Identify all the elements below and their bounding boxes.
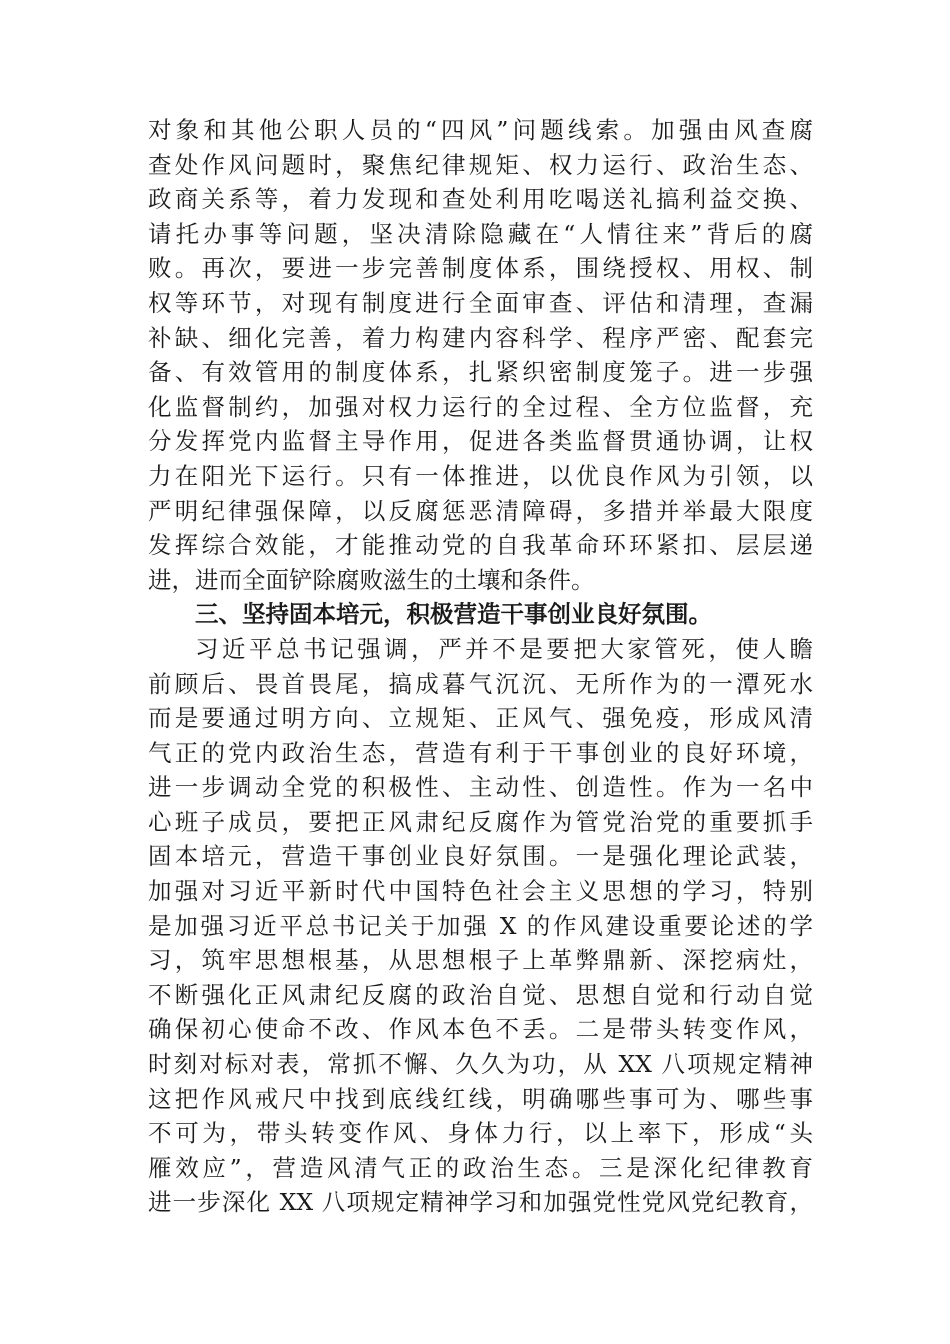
paragraph-line: 前顾后、畏首畏尾，搞成暮气沉沉、无所作为的一潭死水 — [148, 669, 813, 698]
paragraph-line: 习，筑牢思想根基，从思想根子上革弊鼎新、深挖病灶， — [148, 946, 813, 975]
paragraph-line: 确保初心使命不改、作风本色不丢。二是带头转变作风， — [148, 1015, 813, 1044]
paragraph-line: 习近平总书记强调，严并不是要把大家管死，使人瞻 — [195, 634, 813, 663]
paragraph-line: 这把作风戒尺中找到底线红线，明确哪些事可为、哪些事 — [148, 1084, 813, 1113]
paragraph-line: 请托办事等问题，坚决清除隐藏在“人情往来”背后的腐 — [148, 219, 813, 248]
paragraph-line: 政商关系等，着力发现和查处利用吃喝送礼搞利益交换、 — [148, 185, 813, 214]
paragraph-line: 败。再次，要进一步完善制度体系，围绕授权、用权、制 — [148, 254, 813, 283]
paragraph-line: 雁效应”，营造风清气正的政治生态。三是深化纪律教育 — [148, 1153, 813, 1182]
paragraph-line: 对象和其他公职人员的“四风”问题线索。加强由风查腐 — [148, 116, 813, 144]
paragraph-line: 而是要通过明方向、立规矩、正风气、强免疫，形成风清 — [148, 704, 813, 733]
paragraph-line: 时刻对标对表，常抓不懈、久久为功，从 XX 八项规定精神 — [148, 1050, 813, 1079]
document-body — [148, 113, 813, 1220]
paragraph-line: 发挥综合效能，才能推动党的自我革命环环紧扣、层层递 — [148, 531, 813, 560]
paragraph-line: 查处作风问题时，聚焦纪律规矩、权力运行、政治生态、 — [148, 150, 813, 179]
paragraph-line: 备、有效管用的制度体系，扎紧织密制度笼子。进一步强 — [148, 358, 813, 387]
paragraph-line: 进，进而全面铲除腐败滋生的土壤和条件。 — [148, 565, 595, 594]
paragraph-line: 心班子成员，要把正风肃纪反腐作为管党治党的重要抓手 — [148, 807, 813, 836]
paragraph-line: 补缺、细化完善，着力构建内容科学、程序严密、配套完 — [148, 323, 813, 352]
paragraph-line: 是加强习近平总书记关于加强 X 的作风建设重要论述的学 — [148, 911, 813, 940]
section-heading: 三、坚持固本培元，积极营造干事创业良好氛围。 — [195, 600, 712, 629]
paragraph-line: 加强对习近平新时代中国特色社会主义思想的学习，特别 — [148, 877, 813, 906]
paragraph-line: 进一步调动全党的积极性、主动性、创造性。作为一名中 — [148, 773, 813, 802]
paragraph-line: 化监督制约，加强对权力运行的全过程、全方位监督，充 — [148, 392, 813, 421]
paragraph-line: 气正的党内政治生态，营造有利于干事创业的良好环境， — [148, 738, 813, 767]
paragraph-line: 不断强化正风肃纪反腐的政治自觉、思想自觉和行动自觉 — [148, 980, 813, 1009]
paragraph-line: 力在阳光下运行。只有一体推进，以优良作风为引领，以 — [148, 461, 813, 490]
paragraph-line: 分发挥党内监督主导作用，促进各类监督贯通协调，让权 — [148, 427, 813, 456]
paragraph-line: 进一步深化 XX 八项规定精神学习和加强党性党风党纪教育， — [148, 1188, 813, 1217]
paragraph-line: 不可为，带头转变作风、身体力行，以上率下，形成“头 — [148, 1119, 813, 1148]
paragraph-line: 权等环节，对现有制度进行全面审查、评估和清理，查漏 — [148, 288, 813, 317]
paragraph-line: 严明纪律强保障，以反腐惩恶清障碍，多措并举最大限度 — [148, 496, 813, 525]
paragraph-line: 固本培元，营造干事创业良好氛围。一是强化理论武装， — [148, 842, 813, 871]
